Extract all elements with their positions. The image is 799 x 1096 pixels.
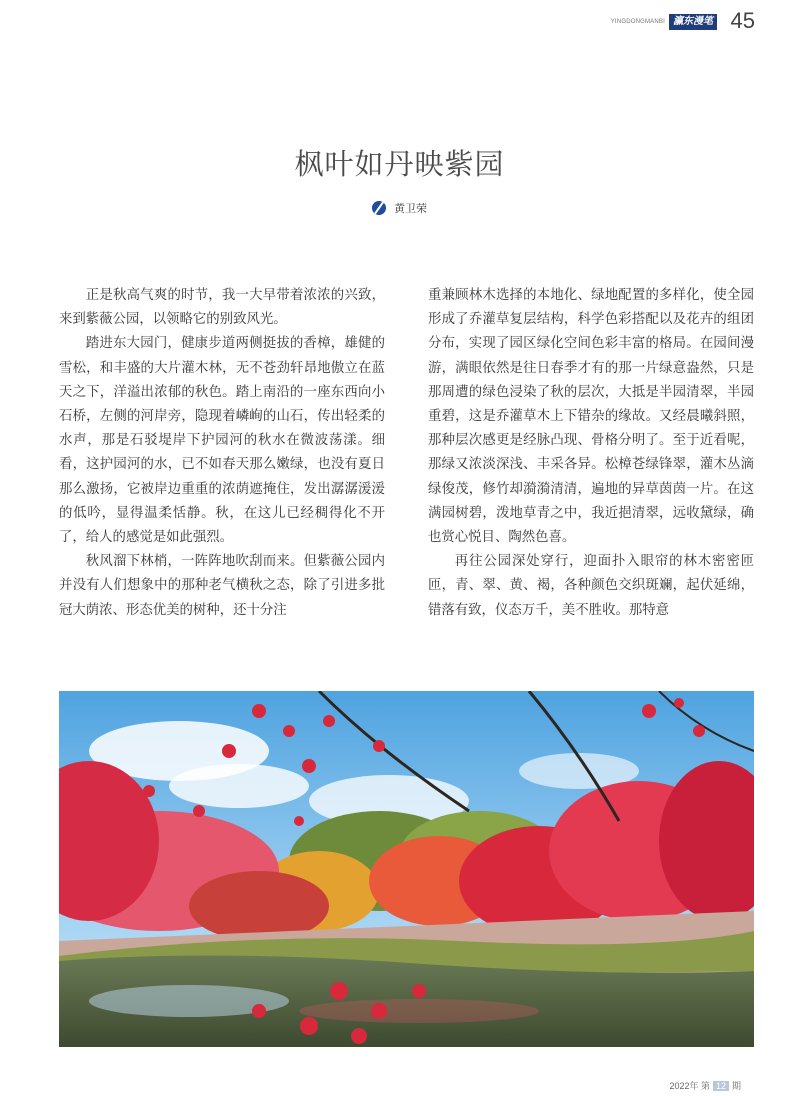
issue-suffix: 期: [731, 1081, 741, 1091]
right-column: [428, 284, 754, 654]
article-body: [59, 284, 754, 654]
paragraph: 重兼顾林木选择的本地化、绿地配置的多样化，使全园形成了乔灌草复层结构，科学色彩搭配以及花卉的组团分布，实现了园区绿化空间色彩丰富的格局。在园间漫游，满眼依然是往日春季才有的那一片绿意盎然，只是那周遭的绿色浸染了秋的层次，大抵是半园清翠，半园重碧，这是乔灌草木上下错杂的缘故。又经晨曦斜照，那种层次感更是经脉凸现、骨格分明了。至于近看呢，那绿又浓淡深浅、丰采各异。松樟苍绿锋翠，灌木丛滴绿俊茂，修竹却漪漪清清，遍地的异草茵茵一片。在这满园树碧，泼地草青之中，我近挹清翠，远收黛绿，确也赏心悦目、陶然色喜。: [428, 288, 754, 546]
paragraph: 正是秋高气爽的时节，我一大早带着浓浓的兴致，来到紫薇公园，以领略它的别致风光。: [59, 288, 385, 328]
paragraph: 踏进东大园门，健康步道两侧挺拔的香樟，雄健的雪松，和丰盛的大片灌木林，无不苍劲轩昂地傲立在蓝天之下，洋溢出浓郁的秋色。踏上南沿的一座东西向小石桥，左侧的河岸旁，隐现着嶙峋的山石，传出轻柔的水声，那是石驳堤岸下护园河的秋水在微波荡漾。细看，这护园河的水，已不如春天那么嫩绿，也没有夏日那么激扬，它被岸边重重的浓荫遮掩住，发出潺潺湲湲的低吟，显得温柔恬静。秋，在这儿已经稠得化不开了，给人的感觉是如此强烈。: [59, 336, 385, 546]
column-header: [611, 10, 717, 34]
paragraph: 再往公园深处穿行，迎面扑入眼帘的林木密密匝匝，青、翠、黄、褐，各种颜色交织斑斓，起伏延绵，错落有致，仪态万千，美不胜收。那特意: [428, 554, 754, 618]
issue-year: 2022年 第: [669, 1081, 710, 1091]
article-title: 枫叶如丹映紫园: [294, 147, 505, 181]
photo-illustration: [59, 691, 754, 1047]
cloud: [169, 764, 309, 808]
issue-footer: [669, 1079, 741, 1092]
column-name-badge: 瀛东漫笔: [669, 14, 717, 30]
issue-number: 12: [713, 1081, 729, 1091]
byline: [0, 200, 799, 216]
maple-park-photo: [59, 691, 754, 1047]
author-name: 黄卫荣: [394, 202, 427, 215]
paragraph: 秋风溜下林梢，一阵阵地吹刮而来。但紫薇公园内并没有人们想象中的那种老气横秋之态，除了引进多批冠大荫浓、形态优美的树种，还十分注: [59, 554, 385, 618]
left-column: [59, 284, 385, 654]
water-reflection: [299, 999, 539, 1023]
column-pinyin: YINGDONGMANBI: [610, 19, 665, 25]
page-number: 45: [730, 8, 755, 33]
pen-icon: [372, 201, 386, 215]
